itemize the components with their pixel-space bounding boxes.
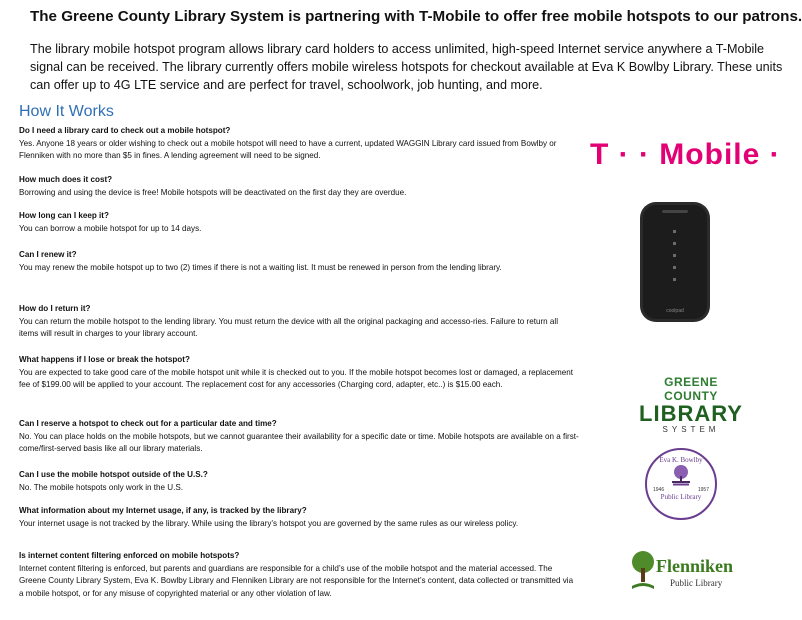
section-title: How It Works: [19, 103, 114, 120]
greene-county-text: GREENE COUNTY: [664, 375, 718, 403]
tmobile-logo: [590, 138, 781, 172]
faq-answer: You may renew the mobile hotspot up to two (2) times if there is not a waiting list. It must be renewed in person from the lending library.: [19, 262, 502, 272]
faq-item: [19, 505, 579, 530]
faq-item: [19, 249, 579, 274]
flenniken-library-logo: [630, 550, 740, 594]
hotspot-device-image: [636, 200, 716, 326]
faq-item: [19, 210, 579, 235]
faq-item: [19, 469, 579, 494]
faq-question: Can I reserve a hotspot to check out for a particular date and time?: [19, 419, 277, 428]
bowlby-seal-top-text: Eva K. Bowlby: [659, 456, 703, 464]
bowlby-library-seal: [645, 448, 717, 520]
intro-paragraph: The library mobile hotspot program allows library card holders to access unlimited, high-speed Internet service anywhere a T-Mobile signal can be received. The library currently offers mobile wireless hotspots for checkout available at Eva K Bowlby Library. These units can offer up to 4G LTE service and are perfect for travel, schoolwork, job hunting, and more.: [30, 42, 783, 92]
bowlby-year-left: 1946: [653, 487, 665, 493]
flenniken-subtitle: Public Library: [670, 578, 723, 588]
faq-answer: You can return the mobile hotspot to the lending library. You must return the device with all the original packaging and accesso-ries. Failure to return all items will result in charges to your library account.: [19, 316, 558, 338]
faq-item: [19, 354, 579, 392]
faq-question: What information about my Internet usage, if any, is tracked by the library?: [19, 506, 307, 515]
faq-question: How long can I keep it?: [19, 211, 109, 220]
faq-question: What happens if I lose or break the hotspot?: [19, 355, 190, 364]
faq-item: [19, 174, 579, 199]
bowlby-seal-bottom-text: Public Library: [660, 493, 702, 501]
library-text: LIBRARY: [639, 401, 743, 426]
bowlby-year-right: 1957: [697, 487, 709, 493]
tree-icon: [630, 550, 656, 590]
faq-question: Can I use the mobile hotspot outside of the U.S.?: [19, 470, 208, 479]
system-text: SYSTEM: [662, 425, 720, 434]
tmobile-logo-text: T · · Mobile ·: [590, 138, 781, 171]
faq-item: [19, 125, 579, 163]
faq-item: [19, 418, 579, 456]
faq-item: [19, 550, 579, 600]
tree-books-icon: [666, 465, 696, 487]
greene-county-library-logo: [636, 375, 746, 434]
device-brand-label: coolpad: [666, 308, 684, 314]
faq-answer: You can borrow a mobile hotspot for up to 14 days.: [19, 223, 202, 233]
faq-item: [19, 303, 579, 341]
flenniken-name: Flenniken: [656, 556, 734, 576]
faq-answer: No. You can place holds on the mobile hotspots, but we cannot guarantee their availability for a specific date or time. Mobile hotspots are available on a first-come/first-served basis like all our library materials.: [19, 431, 579, 453]
headline: The Greene County Library System is partnering with T-Mobile to offer free mobile hotspots to our patrons.: [30, 8, 802, 25]
faq-answer: You are expected to take good care of the mobile hotspot unit while it is checked out to you. If the mobile hotspot becomes lost or damaged, a replacement fee of $199.00 will be applied to your account. The replacement cost for any accessories (Charging cord, adapter, etc..) is $15.00 each.: [19, 367, 574, 389]
faq-question: How much does it cost?: [19, 175, 113, 184]
faq-question: How do I return it?: [19, 304, 91, 313]
faq-question: Do I need a library card to check out a mobile hotspot?: [19, 126, 231, 135]
faq-answer: Your internet usage is not tracked by the library. While using the library’s hotspot you are governed by the same rules as our wireless policy.: [19, 518, 519, 528]
faq-answer: No. The mobile hotspots only work in the U.S.: [19, 482, 184, 492]
faq-answer: Yes. Anyone 18 years or older wishing to check out a mobile hotspot will need to have a current, updated WAGGIN Library card issued from Bowlby or Flenniken with no more than $5 in fines. A lending agreement will need to be signed.: [19, 138, 557, 160]
faq-answer: Borrowing and using the device is free! Mobile hotspots will be deactivated on the first day they are overdue.: [19, 187, 407, 197]
faq-question: Is internet content filtering enforced on mobile hotspots?: [19, 551, 240, 560]
faq-answer: Internet content filtering is enforced, but parents and guardians are responsible for a child’s use of the mobile hotspot and the material accessed. The Greene County Library System, Eva K. Bowlby Library and Flenniken Library are not responsible for the Internet’s content, data collected or transmitted via a mobile hotspot, or for any misuse of copyrighted material or any other violation of law.: [19, 563, 574, 598]
faq-question: Can I renew it?: [19, 250, 77, 259]
